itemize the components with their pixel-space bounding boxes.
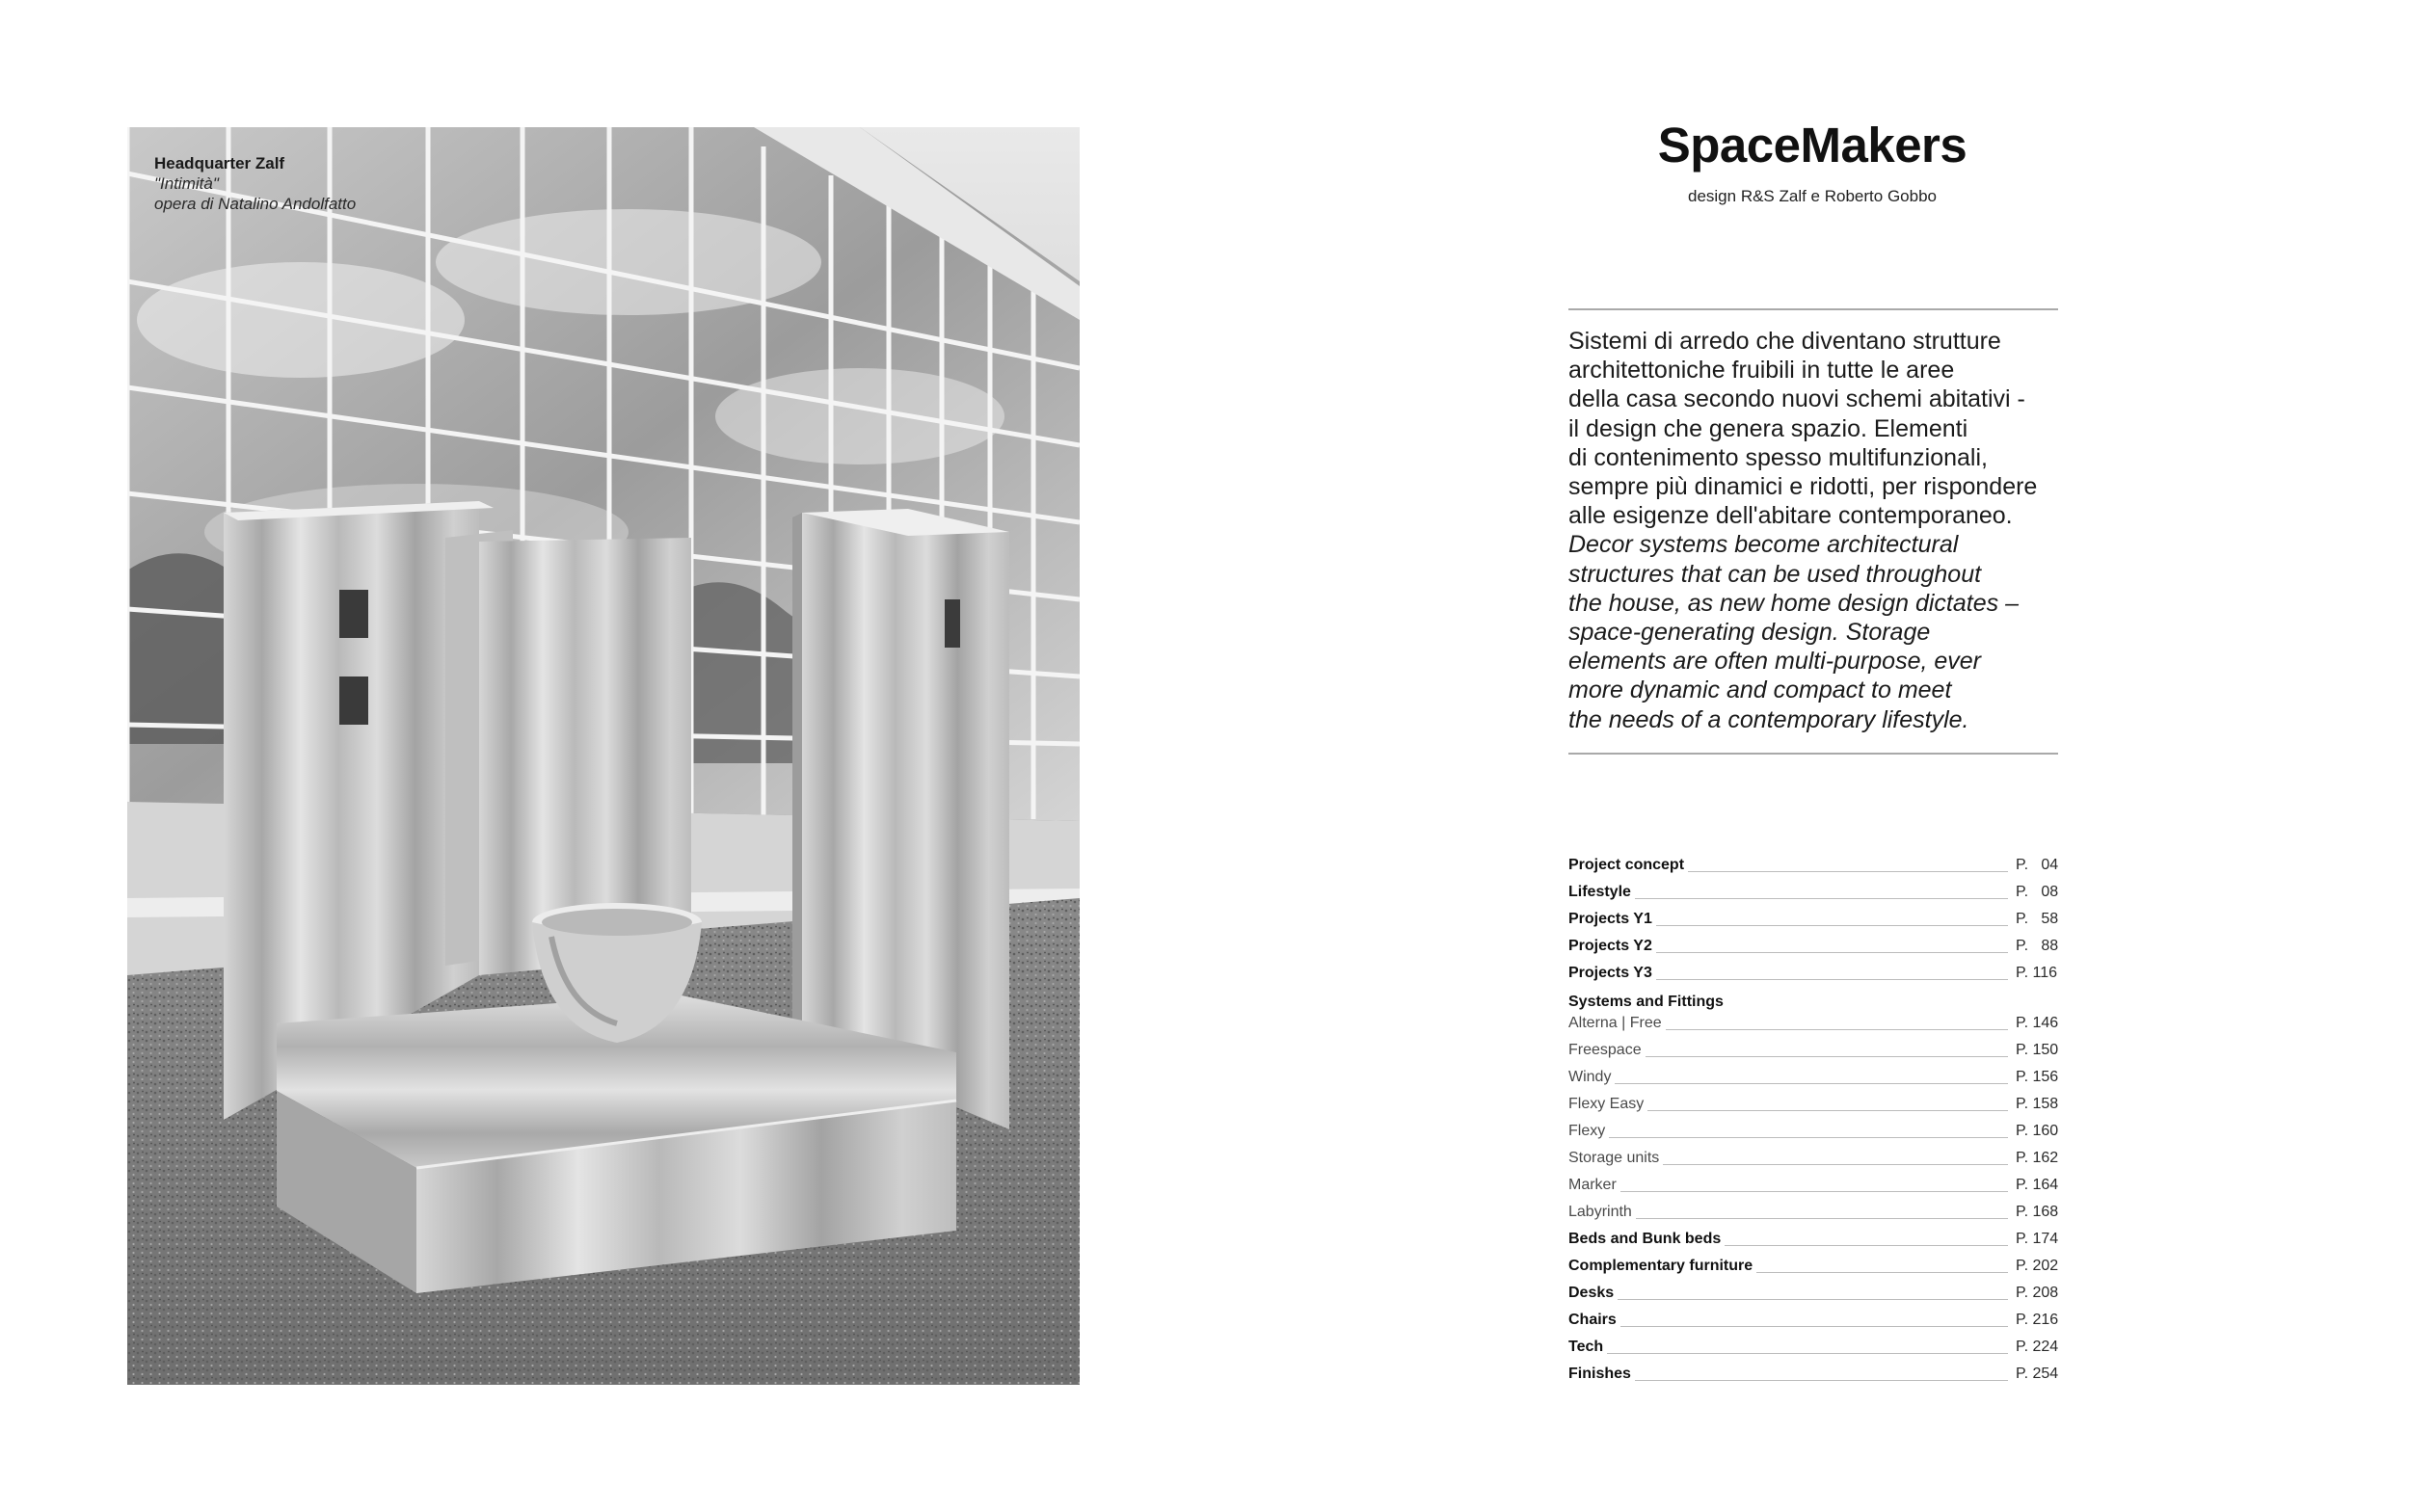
caption-author: opera di Natalino Andolfatto <box>154 195 357 213</box>
toc-leader <box>1607 1353 2008 1354</box>
toc-row[interactable] <box>1568 1114 2058 1141</box>
caption-title: Headquarter Zalf <box>154 154 285 172</box>
toc-page-number: P. 88 <box>2016 938 2059 954</box>
photo-caption <box>154 153 356 214</box>
toc-row[interactable] <box>1568 1195 2058 1222</box>
toc-row[interactable] <box>1568 1168 2058 1195</box>
toc-label: Complementary furniture <box>1568 1258 1753 1274</box>
toc-row[interactable] <box>1568 1303 2058 1330</box>
toc-page-number: P. 146 <box>2016 1015 2059 1031</box>
toc-leader <box>1615 1083 2008 1084</box>
intro-it-line: della casa secondo nuovi schemi abitativi - <box>1568 385 2025 413</box>
toc-leader <box>1635 1380 2008 1381</box>
intro-en-line: the needs of a contemporary lifestyle. <box>1568 705 1969 733</box>
toc-page-number: P. 254 <box>2016 1366 2059 1382</box>
toc-leader <box>1666 1029 2008 1030</box>
toc-row[interactable] <box>1568 848 2058 875</box>
intro-it-line: sempre più dinamici e ridotti, per rispondere <box>1568 473 2038 501</box>
toc-page-number: P. 160 <box>2016 1123 2059 1139</box>
toc-page-number: P. 208 <box>2016 1285 2059 1301</box>
toc-row[interactable] <box>1568 875 2058 902</box>
toc-label: Freespace <box>1568 1042 1642 1058</box>
toc-label: Project concept <box>1568 857 1685 873</box>
toc-label: Finishes <box>1568 1366 1631 1382</box>
toc-page-number: P. 08 <box>2016 884 2059 900</box>
intro-it-line: architettoniche fruibili in tutte le aree <box>1568 357 1955 385</box>
intro-en-line: elements are often multi-purpose, ever <box>1568 648 1981 676</box>
toc-page-number: P. 168 <box>2016 1204 2059 1220</box>
toc-label: Flexy Easy <box>1568 1096 1645 1112</box>
intro-en-line: more dynamic and compact to meet <box>1568 676 1952 704</box>
toc-page-number: P. 150 <box>2016 1042 2059 1058</box>
toc-leader <box>1618 1299 2008 1300</box>
toc-row[interactable] <box>1568 1087 2058 1114</box>
caption-work: "Intimità" <box>154 174 219 193</box>
toc-leader <box>1656 925 2008 926</box>
toc-page-number: P. 224 <box>2016 1339 2059 1355</box>
intro-it-line: il design che genera spazio. Elementi <box>1568 414 1968 442</box>
toc-page-number: P. 58 <box>2016 911 2059 927</box>
toc-label: Beds and Bunk beds <box>1568 1231 1722 1247</box>
toc-row[interactable] <box>1568 1276 2058 1303</box>
toc-row[interactable] <box>1568 956 2058 983</box>
toc-row[interactable] <box>1568 1249 2058 1276</box>
toc-page-number: P. 164 <box>2016 1177 2059 1193</box>
toc-label: Marker <box>1568 1177 1617 1193</box>
toc-row <box>1568 983 2058 1012</box>
intro-text <box>1568 327 2070 734</box>
toc-row[interactable] <box>1568 1330 2058 1357</box>
toc-label: Desks <box>1568 1285 1615 1301</box>
toc-page-number: P. 202 <box>2016 1258 2059 1274</box>
toc-label: Storage units <box>1568 1150 1660 1166</box>
toc-label: Windy <box>1568 1069 1612 1085</box>
toc-label: Projects Y3 <box>1568 965 1652 981</box>
page-subtitle: design R&S Zalf e Roberto Gobbo <box>1688 187 1937 205</box>
toc-label: Tech <box>1568 1339 1604 1355</box>
intro-en-line: space-generating design. Storage <box>1568 619 1931 647</box>
toc-label: Labyrinth <box>1568 1204 1632 1220</box>
intro-en-line: structures that can be used throughout <box>1568 560 1982 588</box>
toc-row[interactable] <box>1568 929 2058 956</box>
toc-page-number: P. 04 <box>2016 857 2059 873</box>
toc-label: Lifestyle <box>1568 884 1631 900</box>
toc-leader <box>1636 1218 2008 1219</box>
toc-leader <box>1688 871 2008 872</box>
divider-bottom <box>1568 753 2058 755</box>
intro-it-line: alle esigenze dell'abitare contemporaneo. <box>1568 502 2013 530</box>
toc-page-number: P. 116 <box>2016 965 2058 981</box>
toc-leader <box>1609 1137 2008 1138</box>
intro-it-line: Sistemi di arredo che diventano strutture <box>1568 328 2001 355</box>
toc-row[interactable] <box>1568 902 2058 929</box>
toc-label: Projects Y1 <box>1568 911 1652 927</box>
page-title: SpaceMakers <box>1657 118 1967 172</box>
toc-label: Flexy <box>1568 1123 1606 1139</box>
toc-row[interactable] <box>1568 1060 2058 1087</box>
toc-leader <box>1620 1326 2008 1327</box>
sculpture-photo <box>127 127 1080 1385</box>
toc-leader <box>1756 1272 2008 1273</box>
toc-label: Systems and Fittings <box>1568 994 1724 1010</box>
toc-row[interactable] <box>1568 1141 2058 1168</box>
toc-row[interactable] <box>1568 1222 2058 1249</box>
toc-leader <box>1725 1245 2008 1246</box>
toc-page-number: P. 156 <box>2016 1069 2059 1085</box>
toc-label: Projects Y2 <box>1568 938 1652 954</box>
toc-row[interactable] <box>1568 1012 2058 1033</box>
toc-label: Chairs <box>1568 1312 1617 1328</box>
intro-en-line: Decor systems become architectural <box>1568 531 1959 559</box>
toc-page-number: P. 162 <box>2016 1150 2059 1166</box>
sculpture-photo-graphic <box>127 127 1080 1385</box>
toc-leader <box>1647 1110 2008 1111</box>
toc-row[interactable] <box>1568 1357 2058 1384</box>
toc-leader <box>1635 898 2008 899</box>
toc-leader <box>1620 1191 2008 1192</box>
toc-label: Alterna | Free <box>1568 1015 1662 1031</box>
toc-leader <box>1656 979 2008 980</box>
intro-en-line: the house, as new home design dictates – <box>1568 589 2019 617</box>
table-of-contents <box>1568 848 2058 1384</box>
toc-leader <box>1646 1056 2008 1057</box>
intro-it-line: di contenimento spesso multifunzionali, <box>1568 443 1988 471</box>
toc-page-number: P. 174 <box>2016 1231 2059 1247</box>
toc-row[interactable] <box>1568 1033 2058 1060</box>
toc-leader <box>1663 1164 2008 1165</box>
toc-page-number: P. 158 <box>2016 1096 2059 1112</box>
toc-leader <box>1656 952 2008 953</box>
divider-top <box>1568 308 2058 310</box>
toc-page-number: P. 216 <box>2016 1312 2059 1328</box>
